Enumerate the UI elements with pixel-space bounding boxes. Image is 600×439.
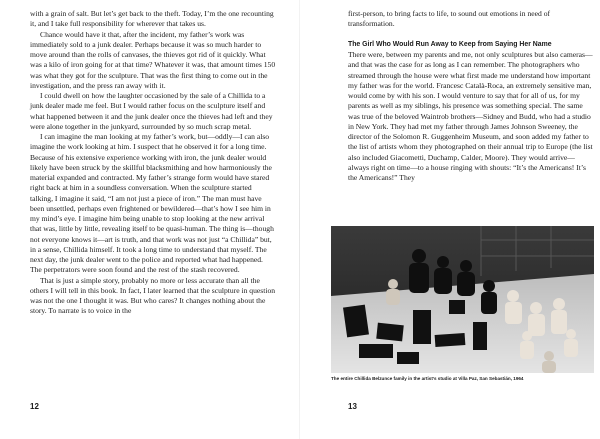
- paragraph: That is just a simple story, probably no more or less accurate than all the others I will tell in this book. In fact, I later learned that the sculpture in question was not the one I thought it was. But who cares? It changes nothing about the story. To narrate is to voice in the: [30, 275, 276, 316]
- paragraph: Chance would have it that, after the incident, my father’s work was immediately sold to a junk dealer. Perhaps because it was so much harder to move around than the rolls of canvases, the thieves got rid of it quickly. What was a kilo of iron going for at that time? Whatever it was, that amount times 150 was what they got for the sculpture. That was the first thing to come out in the investigation, and the press ran away with it.: [30, 29, 276, 90]
- paragraph: There were, between my parents and me, not only sculptures but also cameras—and that was the case for as long as I can remember. The photographers who streamed through the house were what first made me understand how important my father was for the world. Francesc Català-Roca, an extremely sensitive man, would come by with his son. I would venture to say that for all of us, for my parents as well as my siblings, his presence was something special. The same was true of the beloved Waintrob brothers—Sidney and Budd, who had a studio in New York. They had met my father through James Johnson Sweeney, the director of the Solomon R. Guggenheim Museum, and soon added my father to the list of artists whom they photographed on their annual trip to Europe (the list also included Giacometti, Duchamp, Calder, Moore). They would arrive—always right on time—to a house ringing with shouts: “It’s the Americans! It’s the Americans!” They: [348, 50, 593, 182]
- paragraph: first-person, to bring facts to life, to sound out emotions in need of transformation.: [348, 9, 551, 29]
- right-page-text: [348, 9, 594, 183]
- family-photo-illustration: [331, 226, 594, 373]
- page-number-left: 12: [30, 402, 39, 411]
- section-heading: The Girl Who Would Run Away to Keep from Saying Her Name: [348, 40, 552, 48]
- page-number-right: 13: [348, 402, 357, 411]
- paragraph: with a grain of salt. But let’s get back to the theft. Today, I’m the one recounting it, and I take full responsibility for wherever that takes us.: [30, 9, 274, 29]
- paragraph: I could dwell on how the laughter occasioned by the sale of a Chillida to a junk dealer made me feel. But I would rather focus on the sculpture itself and what happened between it and the junk dealer once the thieves had left and they were alone together in the junkyard, surrounded by so much scrap metal.: [30, 91, 273, 131]
- paragraph: I can imagine the man looking at my father’s work, but—oddly—I can also imagine the work looking at him. I suspect that he observed it for a long time. Because of his extensive experience working with iron, the junk dealer would likely have been struck by the skillful blacksmithing and how harmoniously the material expanded and contracted. My father’s strange form would have stared right back at him in a soundless conversation. When the sculpture started talking, I imagine it said, “I am not just a piece of iron.” The man must have been unsettled, perhaps even frightened or bewildered—that’s how I see him in my mind’s eye. I imagine him being unable to stop looking at the new arrival that was, little by little, revealing itself to be quasi-human. The thing is—though not everyone knows it—art is truth, and that work was not just “a Chillida” but, in a sense, Chillida himself. It took a long time to understand that myself. The next day, the junk dealer went to the police and reported what had happened. The perpetrators were soon found and the rest of the stash recovered.: [30, 132, 274, 275]
- right-page: [300, 0, 600, 439]
- photo-caption: The entire Chillida Belzunce family in the artist’s studio at Villa Paz, San Sebastián, 1964: [331, 376, 524, 381]
- family-photo: [331, 226, 594, 373]
- left-page-text: [30, 9, 276, 317]
